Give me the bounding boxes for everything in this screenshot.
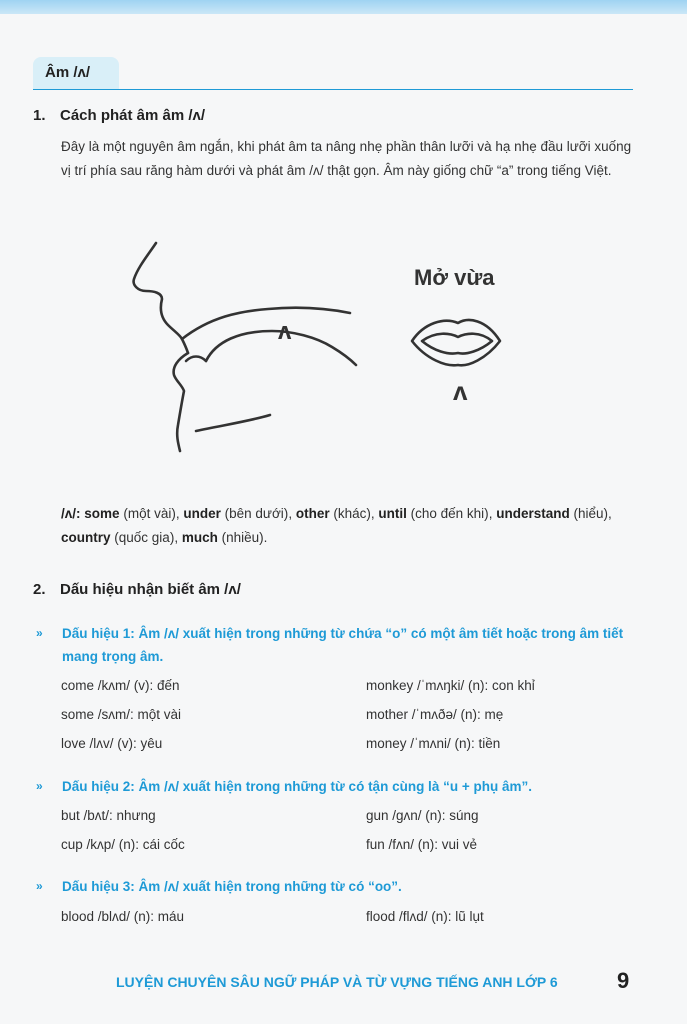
example-meaning: (cho đến khi): [410, 506, 489, 521]
face-profile-line: [134, 243, 188, 353]
sign-2: [36, 775, 636, 798]
lower-jaw-line: [196, 415, 270, 431]
example-separator: ,: [174, 529, 182, 545]
sign-3-text: Dấu hiệu 3: Âm /ʌ/ xuất hiện trong những từ có “oo”.: [62, 879, 402, 894]
page-number: 9: [617, 968, 630, 993]
word-item: monkey /ˈmʌŋki/ (n): con khỉ: [366, 678, 535, 693]
section-tab: [33, 57, 119, 89]
part2-heading: [33, 581, 241, 598]
footer-book-title: LUYỆN CHUYÊN SÂU NGỮ PHÁP VÀ TỪ VỰNG TIẾNG ANH LỚP 6: [116, 974, 558, 990]
example-separator: ,: [608, 506, 612, 521]
mouth-inner-shape: [422, 334, 492, 354]
sign-1-text: Dấu hiệu 1: Âm /ʌ/ xuất hiện trong những từ chứa “o” có một âm tiết hoặc trong âm tiết mang trọng âm.: [62, 626, 624, 664]
sign-2-text: Dấu hiệu 2: Âm /ʌ/ xuất hiện trong những từ có tận cùng là “u + phụ âm”.: [62, 779, 532, 794]
example-meaning: (bên dưới): [224, 506, 289, 521]
sign-2-marker: »: [36, 779, 43, 793]
word-item: cup /kʌp/ (n): cái cốc: [61, 837, 185, 852]
word-item: flood /flʌd/ (n): lũ lụt: [366, 909, 484, 924]
example-word: until: [378, 506, 407, 521]
word-item: come /kʌm/ (v): đến: [61, 678, 180, 693]
example-separator: .: [263, 529, 268, 545]
example-meaning: (nhiều): [221, 529, 264, 545]
word-item: fun /fʌn/ (n): vui vẻ: [366, 837, 478, 852]
top-color-band: [0, 0, 687, 14]
example-separator: ,: [488, 506, 497, 521]
example-meaning: (hiểu): [573, 506, 608, 521]
mouth-symbol: ʌ: [453, 376, 468, 406]
chin-line: [174, 353, 188, 451]
section-header: [33, 57, 633, 90]
part1-heading: [33, 107, 205, 124]
sign-1: [36, 622, 636, 668]
part1-paragraph: Đây là một nguyên âm ngắn, khi phát âm ta nâng nhẹ phần thân lưỡi và hạ nhẹ đầu lưỡi xuống vị trí phía sau răng hàm dưới và phát âm /ʌ/ thật gọn. Âm này giống chữ “a” trong tiếng Việt.: [61, 139, 632, 178]
part2-number: 2.: [33, 581, 46, 598]
word-item: but /bʌt/: nhưng: [61, 808, 156, 823]
lower-lip-line: [186, 357, 206, 362]
sign-3: [36, 875, 636, 898]
word-item: blood /blʌd/ (n): máu: [61, 909, 185, 924]
example-separator: ,: [175, 506, 184, 521]
example-word: understand: [496, 506, 570, 521]
section-tab-title: Âm /ʌ/: [45, 64, 91, 81]
upper-jaw-line: [182, 308, 350, 339]
sign-1-marker: »: [36, 626, 43, 640]
example-word: country: [61, 529, 111, 545]
example-meaning: (khác): [333, 506, 371, 521]
word-item: money /ˈmʌni/ (n): tiền: [366, 736, 501, 751]
example-meaning: (quốc gia): [114, 529, 175, 545]
mouth-open-label: Mở vừa: [414, 265, 495, 290]
word-item: love /lʌv/ (v): yêu: [61, 736, 163, 751]
word-item: gun /gʌn/ (n): súng: [366, 808, 479, 823]
sign-3-marker: »: [36, 879, 43, 893]
example-word: some: [84, 506, 120, 521]
word-item: mother /ˈmʌðə/ (n): mẹ: [366, 707, 504, 722]
example-separator: ,: [370, 506, 379, 521]
example-separator: ,: [288, 506, 296, 521]
example-meaning: (một vài): [123, 506, 176, 521]
example-word: much: [181, 529, 218, 545]
word-item: some /sʌm/: một vài: [61, 707, 182, 722]
example-label: /ʌ/:: [61, 506, 81, 521]
part2-title: Dấu hiệu nhận biết âm /ʌ/: [60, 581, 241, 598]
example-word: under: [183, 506, 221, 521]
example-words: [61, 502, 639, 549]
example-word: other: [295, 506, 330, 521]
part1-number: 1.: [33, 107, 46, 124]
part1-title: Cách phát âm âm /ʌ/: [60, 107, 206, 124]
tongue-symbol: ʌ: [278, 318, 292, 345]
